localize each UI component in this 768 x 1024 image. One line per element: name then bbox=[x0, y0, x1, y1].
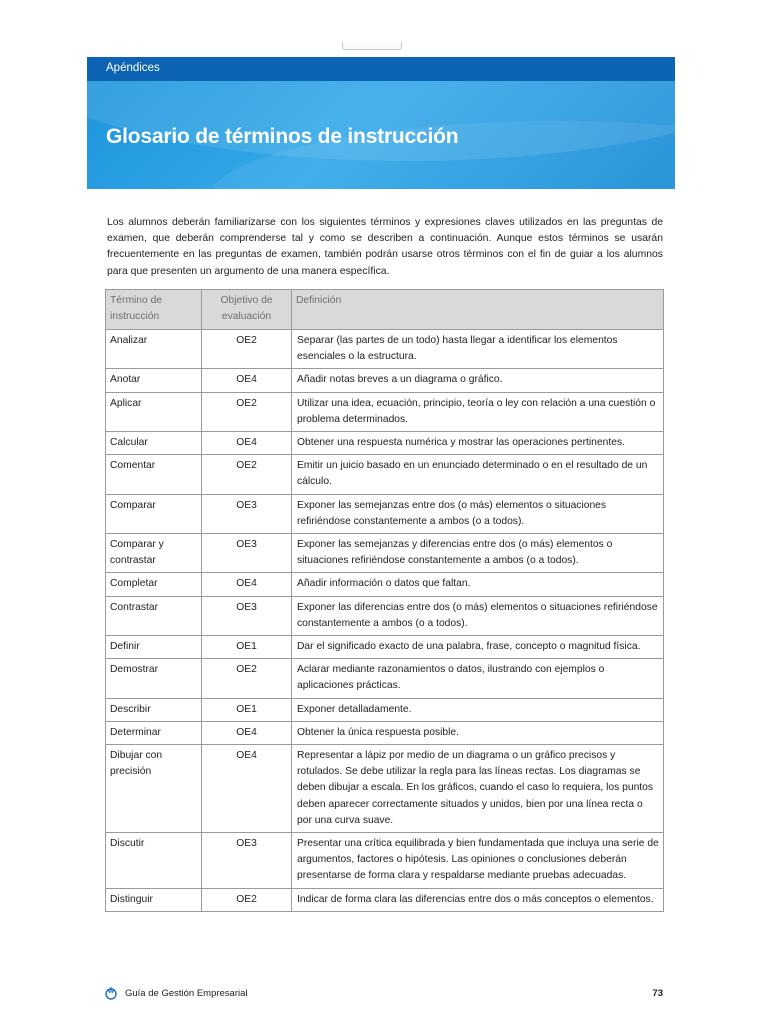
table-row bbox=[106, 432, 664, 455]
objective-cell: OE4 bbox=[202, 573, 292, 596]
definition-cell: Obtener una respuesta numérica y mostrar las operaciones pertinentes. bbox=[292, 432, 664, 455]
term-cell: Analizar bbox=[106, 330, 202, 369]
term-cell: Comparar bbox=[106, 494, 202, 533]
table-row bbox=[106, 494, 664, 533]
table-row bbox=[106, 596, 664, 635]
definition-cell: Representar a lápiz por medio de un diagrama o un gráfico precisos y rotulados. Se debe utilizar la regla para las líneas rectas. Los diagramas se deben dibujar a escala. En los gráficos, cuando el caso lo requiera, los puntos deben aparecer correctamente situados y unidos, bien por una línea recta o por una curva suave. bbox=[292, 745, 664, 833]
table-row bbox=[106, 392, 664, 431]
objective-cell: OE1 bbox=[202, 698, 292, 721]
definition-cell: Separar (las partes de un todo) hasta llegar a identificar los elementos esenciales o la estructura. bbox=[292, 330, 664, 369]
definition-cell: Aclarar mediante razonamientos o datos, ilustrando con ejemplos o aplicaciones prácticas. bbox=[292, 659, 664, 698]
intro-paragraph: Los alumnos deberán familiarizarse con los siguientes términos y expresiones claves utilizados en las preguntas de examen, que deberán comprenderse tal y como se describen a continuación. Aunque estos términos se usarán frecuentemente en las preguntas de examen, también podrán usarse otros términos con el fin de guiar a los alumnos para que presenten un argumento de una manera específica. bbox=[107, 217, 663, 277]
table-body bbox=[106, 330, 664, 912]
term-cell: Anotar bbox=[106, 369, 202, 392]
page-number: 73 bbox=[652, 988, 663, 999]
term-cell: Completar bbox=[106, 573, 202, 596]
objective-cell: OE3 bbox=[202, 534, 292, 573]
table-row bbox=[106, 721, 664, 744]
definition-cell: Obtener la única respuesta posible. bbox=[292, 721, 664, 744]
page-top-tab bbox=[342, 42, 402, 50]
definition-cell: Exponer detalladamente. bbox=[292, 698, 664, 721]
definition-cell: Añadir información o datos que faltan. bbox=[292, 573, 664, 596]
title-banner bbox=[87, 81, 675, 189]
table-row bbox=[106, 369, 664, 392]
objective-cell: OE4 bbox=[202, 745, 292, 833]
term-cell: Determinar bbox=[106, 721, 202, 744]
table-row bbox=[106, 573, 664, 596]
term-cell: Comparar y contrastar bbox=[106, 534, 202, 573]
definition-cell: Dar el significado exacto de una palabra, frase, concepto o magnitud física. bbox=[292, 636, 664, 659]
glossary-table bbox=[105, 289, 664, 912]
term-cell: Describir bbox=[106, 698, 202, 721]
term-cell: Aplicar bbox=[106, 392, 202, 431]
table-row bbox=[106, 659, 664, 698]
ib-logo-icon bbox=[105, 986, 117, 1000]
table-row bbox=[106, 636, 664, 659]
header-term: Término de instrucción bbox=[106, 290, 202, 330]
objective-cell: OE2 bbox=[202, 659, 292, 698]
table-row bbox=[106, 330, 664, 369]
definition-cell: Utilizar una idea, ecuación, principio, teoría o ley con relación a una cuestión o problema determinados. bbox=[292, 392, 664, 431]
footer-guide-title: Guía de Gestión Empresarial bbox=[125, 988, 248, 999]
header-definition: Definición bbox=[292, 290, 664, 330]
term-cell: Contrastar bbox=[106, 596, 202, 635]
objective-cell: OE2 bbox=[202, 330, 292, 369]
term-cell: Discutir bbox=[106, 833, 202, 889]
objective-cell: OE3 bbox=[202, 833, 292, 889]
definition-cell: Emitir un juicio basado en un enunciado determinado o en el resultado de un cálculo. bbox=[292, 455, 664, 494]
header-objective: Objetivo de evaluación bbox=[202, 290, 292, 330]
objective-cell: OE3 bbox=[202, 596, 292, 635]
objective-cell: OE2 bbox=[202, 455, 292, 494]
page-footer bbox=[105, 986, 663, 1002]
term-cell: Calcular bbox=[106, 432, 202, 455]
objective-cell: OE4 bbox=[202, 432, 292, 455]
table-row bbox=[106, 534, 664, 573]
table-row bbox=[106, 888, 664, 911]
term-cell: Dibujar con precisión bbox=[106, 745, 202, 833]
definition-cell: Añadir notas breves a un diagrama o gráfico. bbox=[292, 369, 664, 392]
definition-cell: Indicar de forma clara las diferencias entre dos o más conceptos o elementos. bbox=[292, 888, 664, 911]
objective-cell: OE3 bbox=[202, 494, 292, 533]
objective-cell: OE4 bbox=[202, 721, 292, 744]
objective-cell: OE2 bbox=[202, 392, 292, 431]
objective-cell: OE1 bbox=[202, 636, 292, 659]
section-label: Apéndices bbox=[106, 62, 160, 74]
page-title: Glosario de términos de instrucción bbox=[106, 125, 459, 148]
table-row bbox=[106, 455, 664, 494]
section-header bbox=[87, 57, 675, 81]
term-cell: Comentar bbox=[106, 455, 202, 494]
term-cell: Distinguir bbox=[106, 888, 202, 911]
table-row bbox=[106, 833, 664, 889]
objective-cell: OE2 bbox=[202, 888, 292, 911]
definition-cell: Presentar una crítica equilibrada y bien fundamentada que incluya una serie de argumentos, factores o hipótesis. Las opiniones o conclusiones deberán presentarse de forma clara y respaldarse mediante pruebas adecuadas. bbox=[292, 833, 664, 889]
objective-cell: OE4 bbox=[202, 369, 292, 392]
table-row bbox=[106, 745, 664, 833]
term-cell: Demostrar bbox=[106, 659, 202, 698]
term-cell: Definir bbox=[106, 636, 202, 659]
definition-cell: Exponer las diferencias entre dos (o más) elementos o situaciones refiriéndose constantemente a ambos (o a todos). bbox=[292, 596, 664, 635]
table-header-row bbox=[106, 290, 664, 330]
definition-cell: Exponer las semejanzas y diferencias entre dos (o más) elementos o situaciones refiriéndose constantemente a ambos (o a todos). bbox=[292, 534, 664, 573]
table-row bbox=[106, 698, 664, 721]
definition-cell: Exponer las semejanzas entre dos (o más) elementos o situaciones refiriéndose constantemente a ambos (o a todos). bbox=[292, 494, 664, 533]
